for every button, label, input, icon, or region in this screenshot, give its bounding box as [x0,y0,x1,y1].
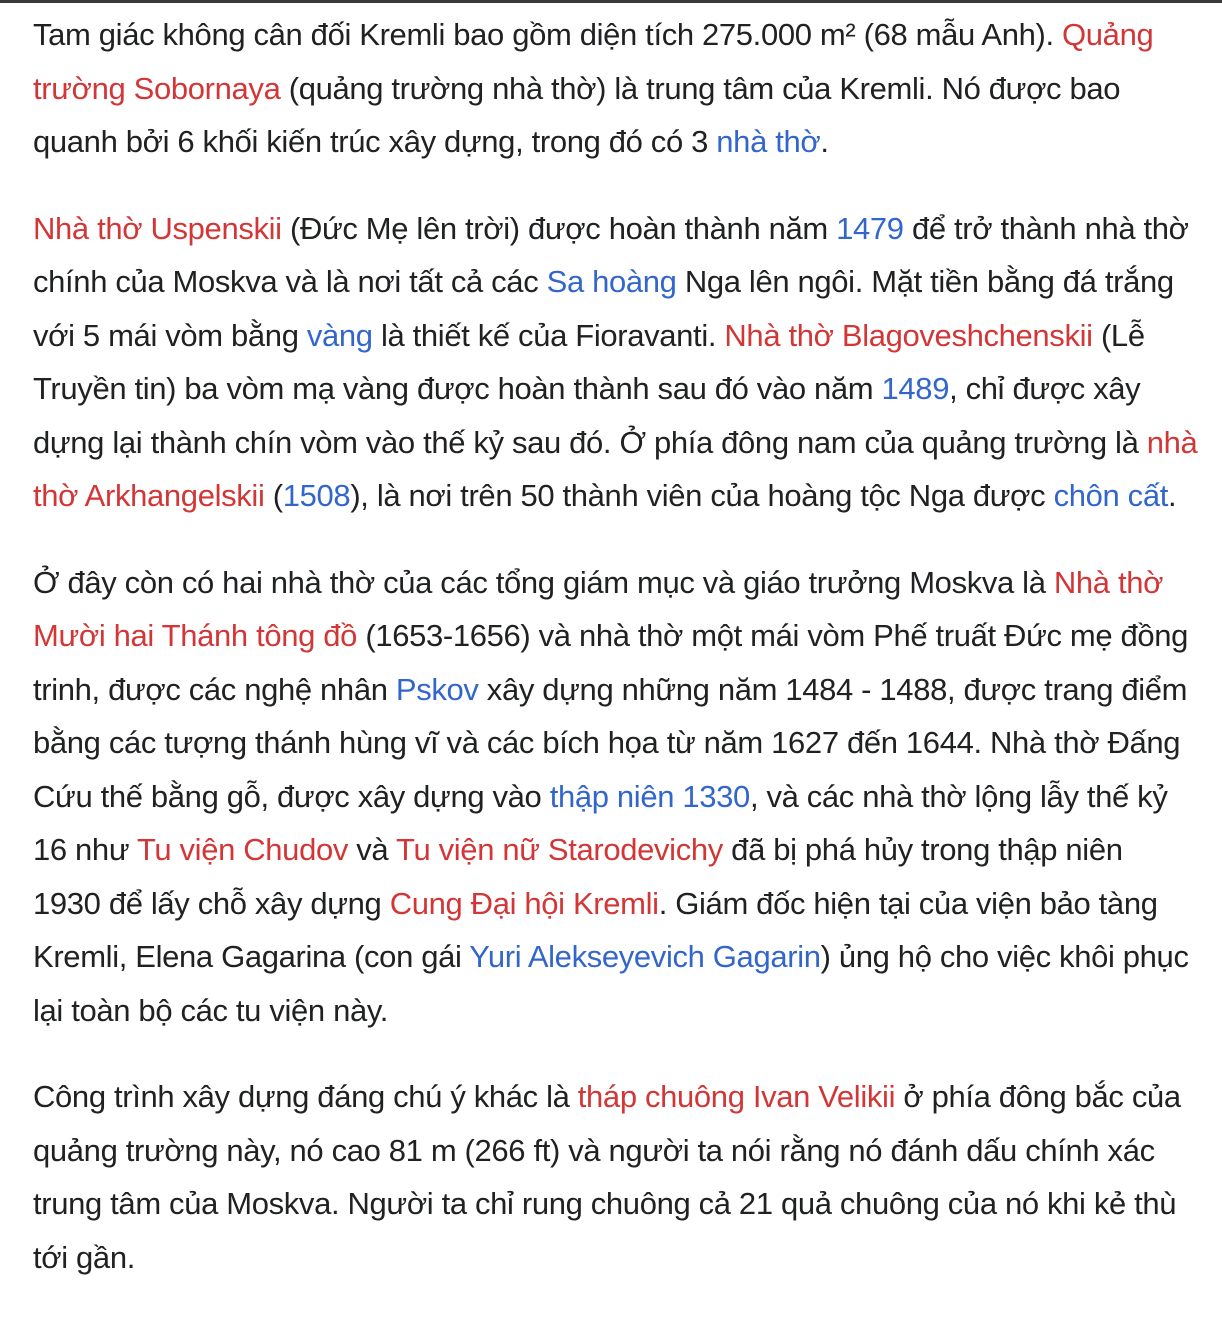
wiki-link[interactable]: 1489 [881,371,950,406]
wiki-link[interactable]: 1479 [836,210,904,246]
text-run: Ở đây còn có hai nhà thờ của các tổng giám mục và giáo trưởng Moskva là [33,564,1054,600]
wiki-link-missing[interactable]: Tu viện Chudov [136,832,349,867]
wiki-link-missing[interactable]: Tu viện nữ Starodevichy [396,832,723,867]
wiki-link-missing[interactable]: Cung Đại hội Kremli [389,885,659,921]
text-run: (Lễ Truyền tin) ba vòm mạ vàng được hoàn thành sau đó vào năm [33,317,1145,406]
text-run: và [348,832,397,867]
text-run: , và các nhà thờ lộng lẫy thế kỷ 16 như [33,778,1168,867]
top-divider [0,0,1222,3]
text-run: ), là nơi trên 50 thành viên của hoàng tộc Nga được [350,478,1054,513]
wiki-link-missing[interactable]: Quảng trường Sobornaya [33,17,1154,106]
paragraph-other-churches [33,556,1198,1038]
article-body [33,8,1198,1284]
text-run: (1653-1656) và nhà thờ một mái vòm Phế truất Đức mẹ đồng trinh, được các nghệ nhân [33,618,1189,707]
wiki-link[interactable]: 1508 [282,478,351,513]
wiki-link-missing[interactable]: tháp chuông Ivan Velikii [577,1079,896,1114]
text-run: Nga lên ngôi. Mặt tiền bằng đá trắng với 5 mái vòm bằng [33,264,1174,353]
text-run: . [1167,478,1177,513]
text-run: ở phía đông bắc của quảng trường này, nó cao 81 m (266 ft) và người ta nói rằng nó đánh dấu chính xác trung tâm của Moskva. Người ta chỉ rung chuông cả 21 quả chuông của nó khi kẻ thù tới gần. [33,1079,1181,1275]
text-run: . Giám đốc hiện tại của viện bảo tàng Kremli, Elena Gagarina (con gái [33,885,1158,974]
wiki-link[interactable]: chôn cất [1053,478,1168,513]
wiki-link-missing[interactable]: Nhà thờ Blagoveshchenskii [724,317,1093,353]
text-run: (Đức Mẹ lên trời) được hoàn thành năm [281,210,837,246]
wiki-link-missing[interactable]: Nhà thờ Mười hai Thánh tông đồ [33,564,1164,653]
text-run: Tam giác không cân đối Kremli bao gồm diện tích 275.000 m² (68 mẫu Anh). [33,17,1063,52]
wiki-link[interactable]: vàng [306,317,373,353]
wiki-link[interactable]: thập niên 1330 [549,778,750,814]
text-run: Công trình xây dựng đáng chú ý khác là [33,1079,578,1114]
text-run: . [820,124,829,159]
wiki-link[interactable]: Pskov [395,671,479,707]
paragraph-uspenskii [33,202,1198,523]
paragraph-overview [33,8,1198,169]
text-run: (quảng trường nhà thờ) là trung tâm của Kremli. Nó được bao quanh bởi 6 khối kiến trúc xây dựng, trong đó có 3 [33,70,1121,159]
wiki-link-missing[interactable]: nhà thờ Arkhangelskii [33,424,1198,513]
text-run: để trở thành nhà thờ chính của Moskva và là nơi tất cả các [33,210,1189,299]
text-run: , chỉ được xây dựng lại thành chín vòm vào thế kỷ sau đó. Ở phía đông nam của quảng trường là [33,371,1147,460]
wiki-link[interactable]: nhà thờ [716,124,821,159]
wiki-link[interactable]: Sa hoàng [546,264,677,299]
text-run: là thiết kế của Fioravanti. [372,317,725,353]
paragraph-bell-tower [33,1070,1198,1284]
text-run: ) ủng hộ cho việc khôi phục lại toàn bộ các tu viện này. [33,939,1189,1028]
text-run: ( [264,478,283,513]
wiki-link-missing[interactable]: Nhà thờ Uspenskii [33,210,282,246]
wiki-link[interactable]: Yuri Alekseyevich Gagarin [469,939,821,974]
text-run: xây dựng những năm 1484 - 1488, được trang điểm bằng các tượng thánh hùng vĩ và các bích họa từ năm 1627 đến 1644. Nhà thờ Đấng Cứu thế bằng gỗ, được xây dựng vào [33,671,1188,814]
text-run: đã bị phá hủy trong thập niên 1930 để lấy chỗ xây dựng [33,832,1123,921]
